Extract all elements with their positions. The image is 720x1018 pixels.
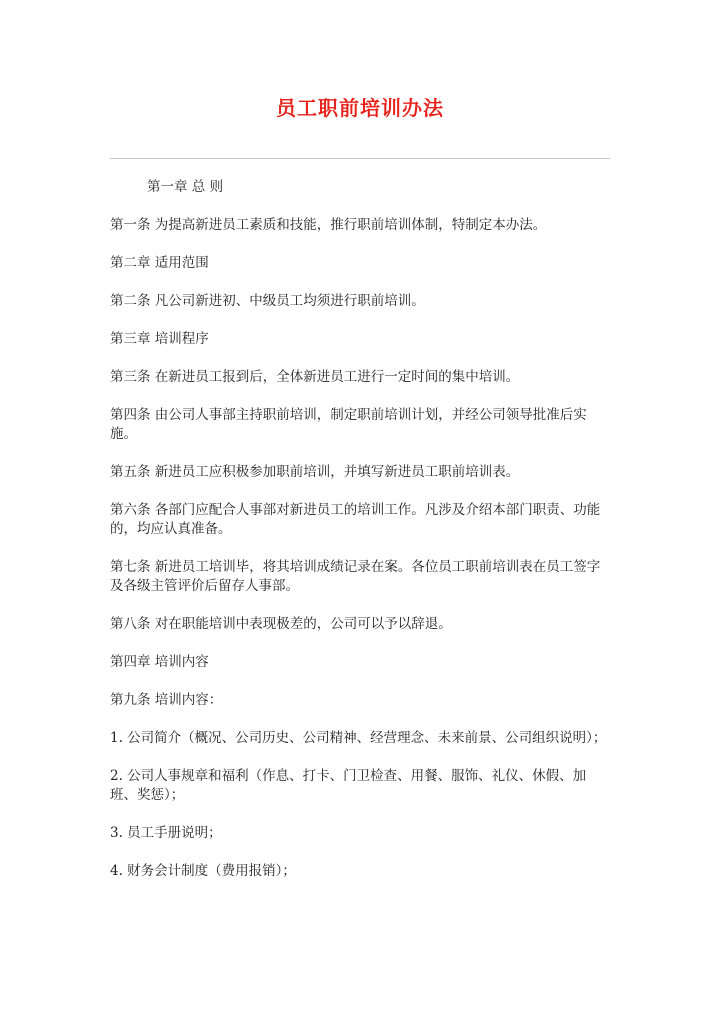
article-paragraph: 第六条 各部门应配合人事部对新进员工的培训工作。凡涉及介绍本部门职责、功能的，均应认真准备。 [110,502,601,537]
list-item: 3. 员工手册说明； [110,825,222,841]
article-paragraph: 第三条 在新进员工报到后，全体新进员工进行一定时间的集中培训。 [110,369,520,385]
list-item: 1. 公司简介（概况、公司历史、公司精神、经营理念、未来前景、公司组织说明）； [110,730,607,746]
article-paragraph: 第七条 新进员工培训毕，将其培训成绩记录在案。各位员工职前培训表在员工签字及各级主管评价后留存人事部。 [110,559,601,594]
article-paragraph: 第九条 培训内容： [110,692,223,708]
document-title: 员工职前培训办法 [276,96,444,120]
chapter-heading: 第四章 培训内容 [110,654,209,670]
article-paragraph: 第四条 由公司人事部主持职前培训，制定职前培训计划，并经公司领导批准后实施。 [110,407,587,442]
list-item: 2. 公司人事规章和福利（作息、打卡、门卫检查、用餐、服饰、礼仪、休假、加班、奖惩）； [110,768,587,803]
chapter-heading: 第一章 总 则 [147,179,224,195]
article-paragraph: 第五条 新进员工应积极参加职前培训，并填写新进员工职前培训表。 [110,464,520,480]
title-divider [110,158,610,159]
list-item: 4. 财务会计制度（费用报销）； [110,863,296,879]
chapter-heading: 第二章 适用范围 [110,255,209,271]
article-paragraph: 第一条 为提高新进员工素质和技能，推行职前培训体制，特制定本办法。 [110,217,547,233]
article-paragraph: 第八条 对在职能培训中表现极差的，公司可以予以辞退。 [110,616,452,632]
article-paragraph: 第二条 凡公司新进初、中级员工均须进行职前培训。 [110,293,425,309]
chapter-heading: 第三章 培训程序 [110,331,209,347]
document-body [110,178,610,900]
